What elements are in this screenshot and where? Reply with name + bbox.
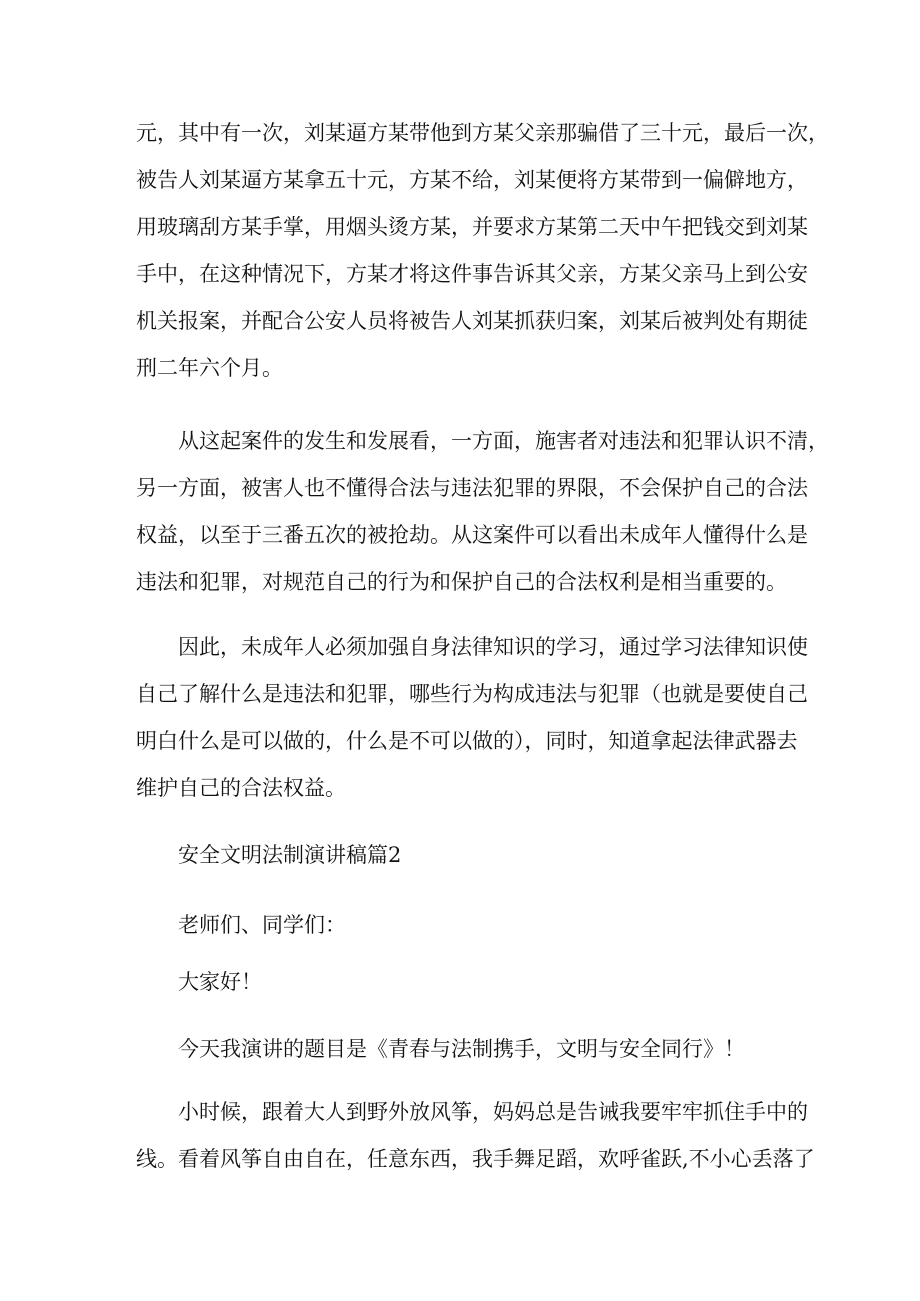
para2-line-4: 违法和犯罪，对规范自己的行为和保护自己的合法权利是相当重要的。 [136,570,787,594]
para3-line-4: 维护自己的合法权益。 [136,776,346,800]
para1-line-6: 刑二年六个月。 [136,356,283,380]
para1-line-3: 用玻璃刮方某手掌，用烟头烫方某，并要求方某第二天中午把钱交到刘某 [136,215,808,239]
para2-line-2: 另一方面，被害人也不懂得合法与违法犯罪的界限，不会保护自己的合法 [136,476,808,500]
para4-line-2: 线。看着风筝自由自在，任意东西，我手舞足蹈，欢呼雀跃,不小心丢落了 [136,1147,815,1171]
section-heading: 安全文明法制演讲稿篇2 [178,843,402,867]
para2-line-3: 权益，以至于三番五次的被抢劫。从这案件可以看出未成年人懂得什么是 [136,523,808,547]
speech-topic: 今天我演讲的题目是《青春与法制携手，文明与安全同行》！ [178,1037,745,1061]
para1-line-1: 元，其中有一次，刘某逼方某带他到方某父亲那骗借了三十元，最后一次， [136,121,829,145]
para3-line-2: 自己了解什么是违法和犯罪，哪些行为构成违法与犯罪（也就是要使自己 [136,682,808,706]
para3-line-1: 因此，未成年人必须加强自身法律知识的学习，通过学习法律知识使 [178,635,808,659]
para2-line-1: 从这起案件的发生和发展看，一方面，施害者对违法和犯罪认识不清， [178,429,829,453]
para3-line-3: 明白什么是可以做的，什么是不可以做的），同时，知道拿起法律武器去 [136,729,798,753]
para1-line-4: 手中，在这种情况下，方某才将这件事告诉其父亲，方某父亲马上到公安 [136,262,808,286]
salutation: 老师们、同学们： [178,913,346,937]
para4-line-1: 小时候，跟着大人到野外放风筝，妈妈总是告诫我要牢牢抓住手中的 [178,1100,808,1124]
para1-line-5: 机关报案，并配合公安人员将被告人刘某抓获归案，刘某后被判处有期徒 [136,309,808,333]
greeting: 大家好！ [178,970,262,994]
para1-line-2: 被告人刘某逼方某拿五十元，方某不给，刘某便将方某带到一偏僻地方， [136,168,808,192]
